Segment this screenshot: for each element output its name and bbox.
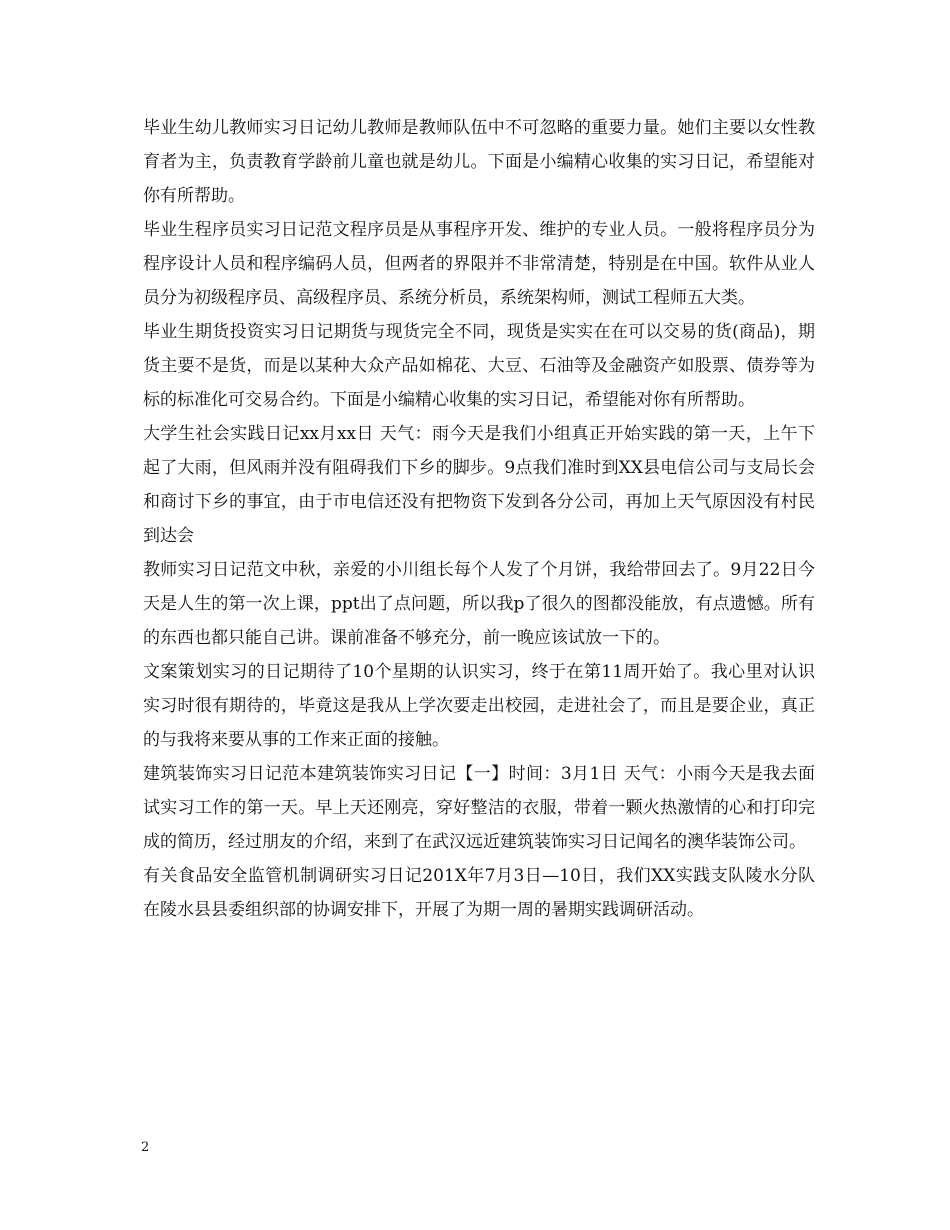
paragraph-futures-investment: 毕业生期货投资实习日记期货与现货完全不同，现货是实实在在可以交易的货(商品)，期货主要不是货，而是以某种大众产品如棉花、大豆、石油等及金融资产如股票、债券等为标的标准化可交易合约。下面是小编精心收集的实习日记，希望能对你有所帮助。 (143, 322, 815, 410)
paragraph-programmer: 毕业生程序员实习日记范文程序员是从事程序开发、维护的专业人员。一般将程序员分为程序设计人员和程序编码人员，但两者的界限并不非常清楚，特别是在中国。软件从业人员分为初级程序员、高级程序员、系统分析员，系统架构师，测试工程师五大类。 (143, 220, 815, 308)
paragraph-social-practice: 大学生社会实践日记xx月xx日 天气：雨今天是我们小组真正开始实践的第一天，上午下起了大雨，但风雨并没有阻碍我们下乡的脚步。9点我们准时到XX县电信公司与支局长会和商讨下乡的事宜，由于市电信还没有把物资下发到各分公司，再加上天气原因没有村民到达会 (143, 424, 815, 546)
paragraph-copywriting: 文案策划实习的日记期待了10个星期的认识实习，终于在第11周开始了。我心里对认识实习时很有期待的，毕竟这是我从上学次要走出校园，走进社会了，而且是要企业，真正的与我将来要从事的工作来正面的接触。 (143, 662, 815, 750)
paragraph-food-safety: 有关食品安全监管机制调研实习日记201X年7月3日—10日，我们XX实践支队陵水分队在陵水县县委组织部的协调安排下，开展了为期一周的暑期实践调研活动。 (143, 866, 815, 920)
page-number: 2 (141, 1140, 150, 1155)
document-body (143, 111, 815, 927)
paragraph-architectural-decoration: 建筑装饰实习日记范本建筑装饰实习日记【一】时间：3月1日 天气：小雨今天是我去面试实习工作的第一天。早上天还刚亮，穿好整洁的衣服，带着一颗火热激情的心和打印完成的简历，经过朋友的介绍，来到了在武汉远近建筑装饰实习日记闻名的澳华装饰公司。 (143, 764, 815, 852)
paragraph-teacher-internship: 教师实习日记范文中秋，亲爱的小川组长每个人发了个月饼，我给带回去了。9月22日今天是人生的第一次上课，ppt出了点问题，所以我p了很久的图都没能放，有点遗憾。所有的东西也都只能自己讲。课前准备不够充分，前一晚应该试放一下的。 (143, 560, 815, 648)
paragraph-kindergarten-teacher: 毕业生幼儿教师实习日记幼儿教师是教师队伍中不可忽略的重要力量。她们主要以女性教育者为主，负责教育学龄前儿童也就是幼儿。下面是小编精心收集的实习日记，希望能对你有所帮助。 (143, 118, 815, 206)
